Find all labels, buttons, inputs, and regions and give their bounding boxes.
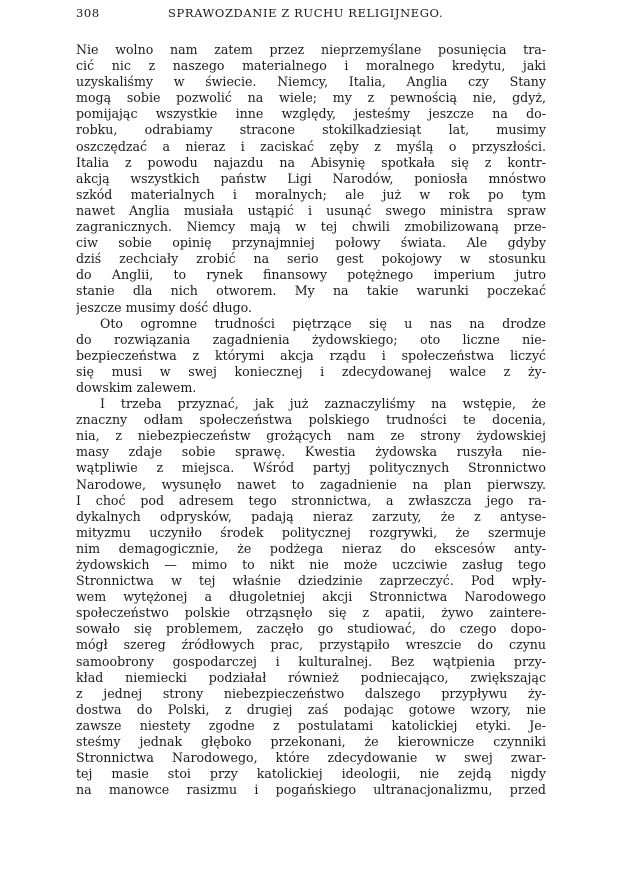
text-line: zawsze niestety zgodne z postulatami katolickiej etyki. Je- bbox=[76, 717, 546, 733]
body-text bbox=[76, 42, 546, 798]
text-line: nawet Anglia musiała ustąpić i usunąć swego ministra spraw bbox=[76, 202, 546, 218]
text-line: Stronnictwa w tej właśnie dziedzinie zaprzeczyć. Pod wpły- bbox=[76, 573, 546, 589]
text-line: nim demagogicznie, że podżega nieraz do ekscesów anty- bbox=[76, 540, 546, 556]
text-line: dostwa do Polski, z drugiej zaś podając gotowe wzory, nie bbox=[76, 701, 546, 717]
text-line: steśmy jednak głęboko przekonani, że kierownicze czynniki bbox=[76, 734, 546, 750]
page-header bbox=[76, 6, 546, 22]
text-line: nia, z niebezpieczeństw grożących nam ze strony żydowskiej bbox=[76, 428, 546, 444]
text-line: uzyskaliśmy w świecie. Niemcy, Italia, Anglia czy Stany bbox=[76, 74, 546, 90]
text-line: dziś zechciały zrobić na serio gest pokojowy w stosunku bbox=[76, 251, 546, 267]
text-line: zagranicznych. Niemcy mają w tej chwili zmobilizowaną prze- bbox=[76, 219, 546, 235]
text-line: do rozwiązania zagadnienia żydowskiego; oto liczne nie- bbox=[76, 331, 546, 347]
text-line: na manowce rasizmu i pogańskiego ultranacjonalizmu, przed bbox=[76, 782, 546, 798]
paragraph-start-line: Oto ogromne trudności piętrzące się u nas na drodze bbox=[100, 315, 546, 331]
text-line: Nie wolno nam zatem przez nieprzemyślane posunięcia tra- bbox=[76, 42, 546, 57]
text-line: bezpieczeństwa z którymi akcja rządu i społeczeństwa liczyć bbox=[76, 347, 546, 363]
text-line: I choć pod adresem tego stronnictwa, a zwłaszcza jego ra- bbox=[76, 492, 546, 508]
text-line: wem wytężonej a długoletniej akcji Stronnictwa Narodowego bbox=[76, 589, 546, 605]
text-line: mogą sobie pozwolić na wiele; my z pewnością nie, gdyż, bbox=[76, 90, 546, 106]
text-line: do Anglii, to rynek finansowy potężnego imperium jutro bbox=[76, 267, 546, 283]
text-line: dykalnych odprysków, padają nieraz zarzuty, że z antyse- bbox=[76, 508, 546, 524]
text-line: żydowskich — mimo to nikt nie może uczciwie zasług tego bbox=[76, 557, 546, 572]
text-line: znaczny odłam społeczeństwa polskiego trudności te docenia, bbox=[76, 412, 546, 428]
text-line: tej masie stoi przy katolickiej ideologii, nie zejdą nigdy bbox=[76, 766, 546, 782]
text-line: Italia z powodu najazdu na Abisynię spotkała się z kontr- bbox=[76, 154, 546, 170]
text-line: kład niemiecki podziałał również podniecająco, zwiększając bbox=[76, 669, 546, 685]
running-title: SPRAWOZDANIE Z RUCHU RELIGIJNEGO. bbox=[168, 6, 444, 20]
text-line: robku, odrabiamy stracone stokilkadziesiąt lat, musimy bbox=[76, 122, 546, 138]
page-number: 308 bbox=[76, 6, 100, 20]
text-line: cić nic z naszego materialnego i moralnego kredytu, jaki bbox=[76, 58, 546, 74]
text-line: oszczędzać a nieraz i zaciskać zęby z myślą o przyszłości. bbox=[76, 138, 546, 154]
text-line: wątpliwie z miejsca. Wśród partyj politycznych Stronnictwo bbox=[76, 460, 546, 476]
text-line: dowskim zalewem. bbox=[76, 379, 197, 395]
paragraph-start-line: I trzeba przyznać, jak już zaznaczyliśmy na wstępie, że bbox=[100, 396, 546, 412]
text-line: akcją wszystkich państw Ligi Narodów, poniosła mnóstwo bbox=[76, 170, 546, 186]
text-line: mityzmu uczyniło środek politycznej rozgrywki, że szermuje bbox=[76, 524, 546, 540]
text-line: jeszcze musimy dość długo. bbox=[76, 299, 253, 315]
text-line: szkód materialnych i moralnych; ale już w rok po tym bbox=[76, 186, 546, 202]
text-line: ciw sobie opinię przynajmniej połowy świata. Ale gdyby bbox=[76, 235, 546, 251]
text-line: samoobrony gospodarczej i kulturalnej. Bez wątpienia przy- bbox=[76, 653, 546, 669]
text-line: Narodowe, wysunęło nawet to zagadnienie na plan pierwszy. bbox=[76, 476, 546, 492]
text-line: pomijając wszystkie inne względy, jesteśmy jeszcze na do- bbox=[76, 106, 546, 122]
text-line: mógł szereg źródłowych prac, przystąpiło wreszcie do czynu bbox=[76, 637, 546, 653]
text-line: Stronnictwa Narodowego, które zdecydowanie w swej zwar- bbox=[76, 750, 546, 766]
text-line: społeczeństwo polskie otrząsnęło się z apatii, żywo zaintere- bbox=[76, 605, 546, 621]
text-line: masy zdaje sobie sprawę. Kwestia żydowska ruszyła nie- bbox=[76, 444, 546, 460]
text-line: się musi w swej koniecznej i zdecydowanej walce z ży- bbox=[76, 363, 546, 379]
text-line: stanie dla nich otworem. My na takie warunki poczekać bbox=[76, 283, 546, 299]
text-line: sowało się problemem, zaczęło go studiować, do czego dopo- bbox=[76, 621, 546, 637]
text-line: z jednej strony niebezpieczeństwo dalszego przypływu ży- bbox=[76, 685, 546, 701]
